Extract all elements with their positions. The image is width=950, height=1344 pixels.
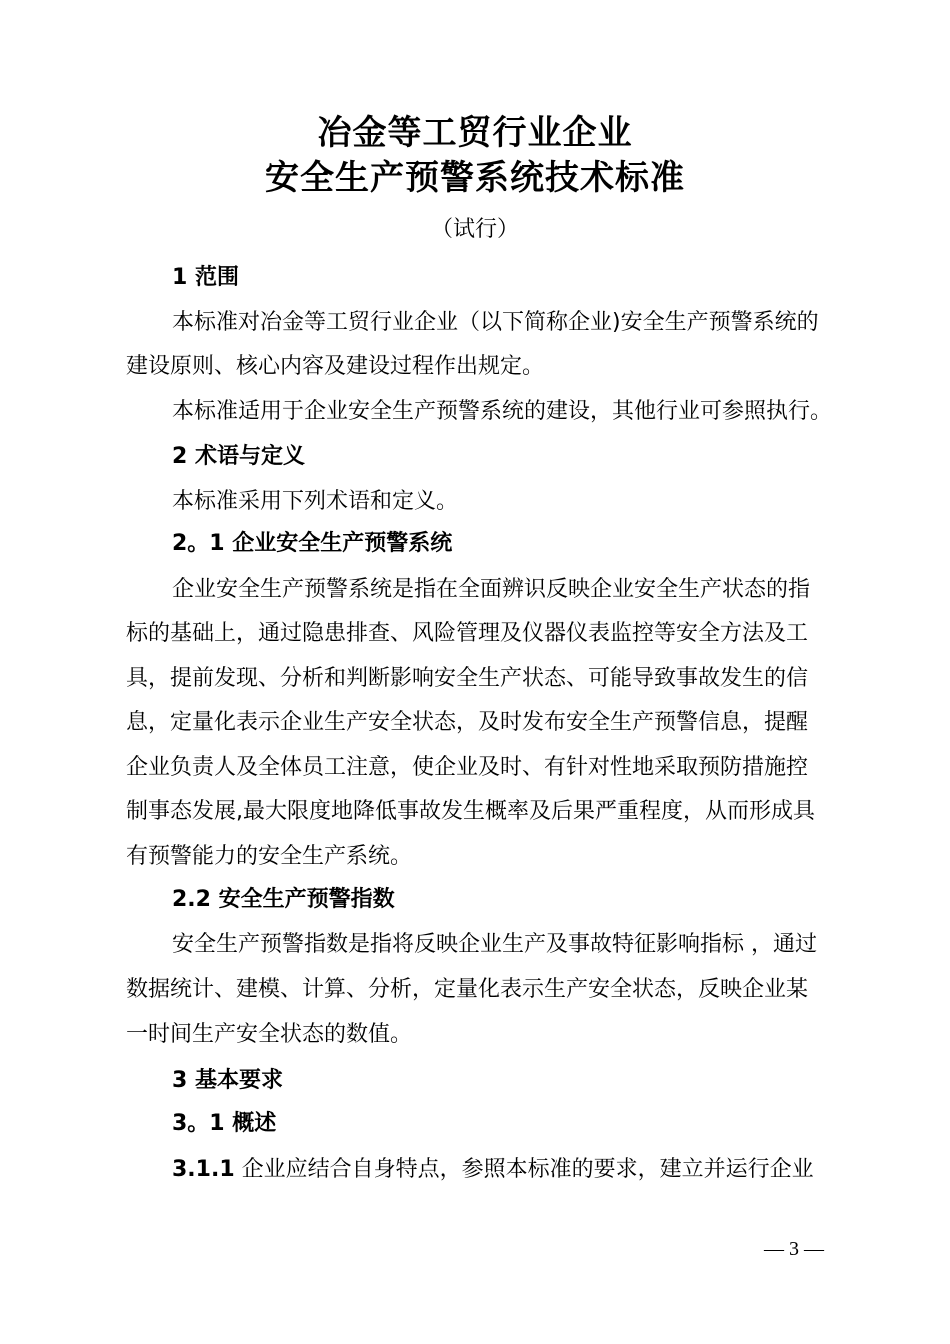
section-2-1-line: 息，定量化表示企业生产安全状态，及时发布安全生产预警信息，提醒: [126, 710, 809, 735]
title-line-2: 安全生产预警系统技术标准: [265, 158, 685, 198]
section-2-1-line: 制事态发展,最大限度地降低事故发生概率及后果严重程度，从而形成具: [126, 799, 815, 824]
section-2-1-line: 有预警能力的安全生产系统。: [126, 844, 413, 869]
section-2-1-line: 具，提前发现、分析和判断影响安全生产状态、可能导致事故发生的信: [126, 666, 809, 691]
section-1-paragraph-1-line-1: 本标准对冶金等工贸行业企业（以下简称企业)安全生产预警系统的: [172, 310, 819, 335]
section-1-paragraph-2: 本标准适用于企业安全生产预警系统的建设，其他行业可参照执行。: [172, 399, 833, 424]
section-2-paragraph: 本标准采用下列术语和定义。: [172, 489, 459, 514]
section-3-heading: 3 基本要求: [172, 1068, 283, 1093]
section-3-1-heading: 3。1 概述: [172, 1111, 277, 1136]
section-2-2-line: 数据统计、建模、计算、分析，定量化表示生产安全状态，反映企业某: [126, 977, 809, 1002]
section-2-2-heading: 2.2 安全生产预警指数: [172, 887, 395, 912]
section-1-heading: 1 范围: [172, 265, 239, 290]
section-2-1-heading: 2。1 企业安全生产预警系统: [172, 531, 453, 556]
section-2-2-line: 安全生产预警指数是指将反映企业生产及事故特征影响指标 ，通过: [172, 932, 817, 957]
section-3-1-1-line: [172, 1154, 872, 1186]
subtitle: （试行）: [430, 217, 519, 242]
section-2-2-line: 一时间生产安全状态的数值。: [126, 1022, 413, 1047]
section-1-paragraph-1-line-2: 建设原则、核心内容及建设过程作出规定。: [126, 354, 545, 379]
section-2-1-line: 标的基础上，通过隐患排查、风险管理及仪器仪表监控等安全方法及工: [126, 621, 809, 646]
clause-number: 3.1.1: [172, 1157, 235, 1182]
title-line-1: 冶金等工贸行业企业: [317, 113, 633, 153]
page-number: — 3 —: [764, 1238, 824, 1260]
section-2-heading: 2 术语与定义: [172, 444, 305, 469]
section-2-1-line: 企业安全生产预警系统是指在全面辨识反映企业安全生产状态的指: [172, 577, 811, 602]
clause-text: 企业应结合自身特点，参照本标准的要求，建立并运行企业: [234, 1157, 814, 1182]
section-2-1-line: 企业负责人及全体员工注意，使企业及时、有针对性地采取预防措施控: [126, 755, 809, 780]
